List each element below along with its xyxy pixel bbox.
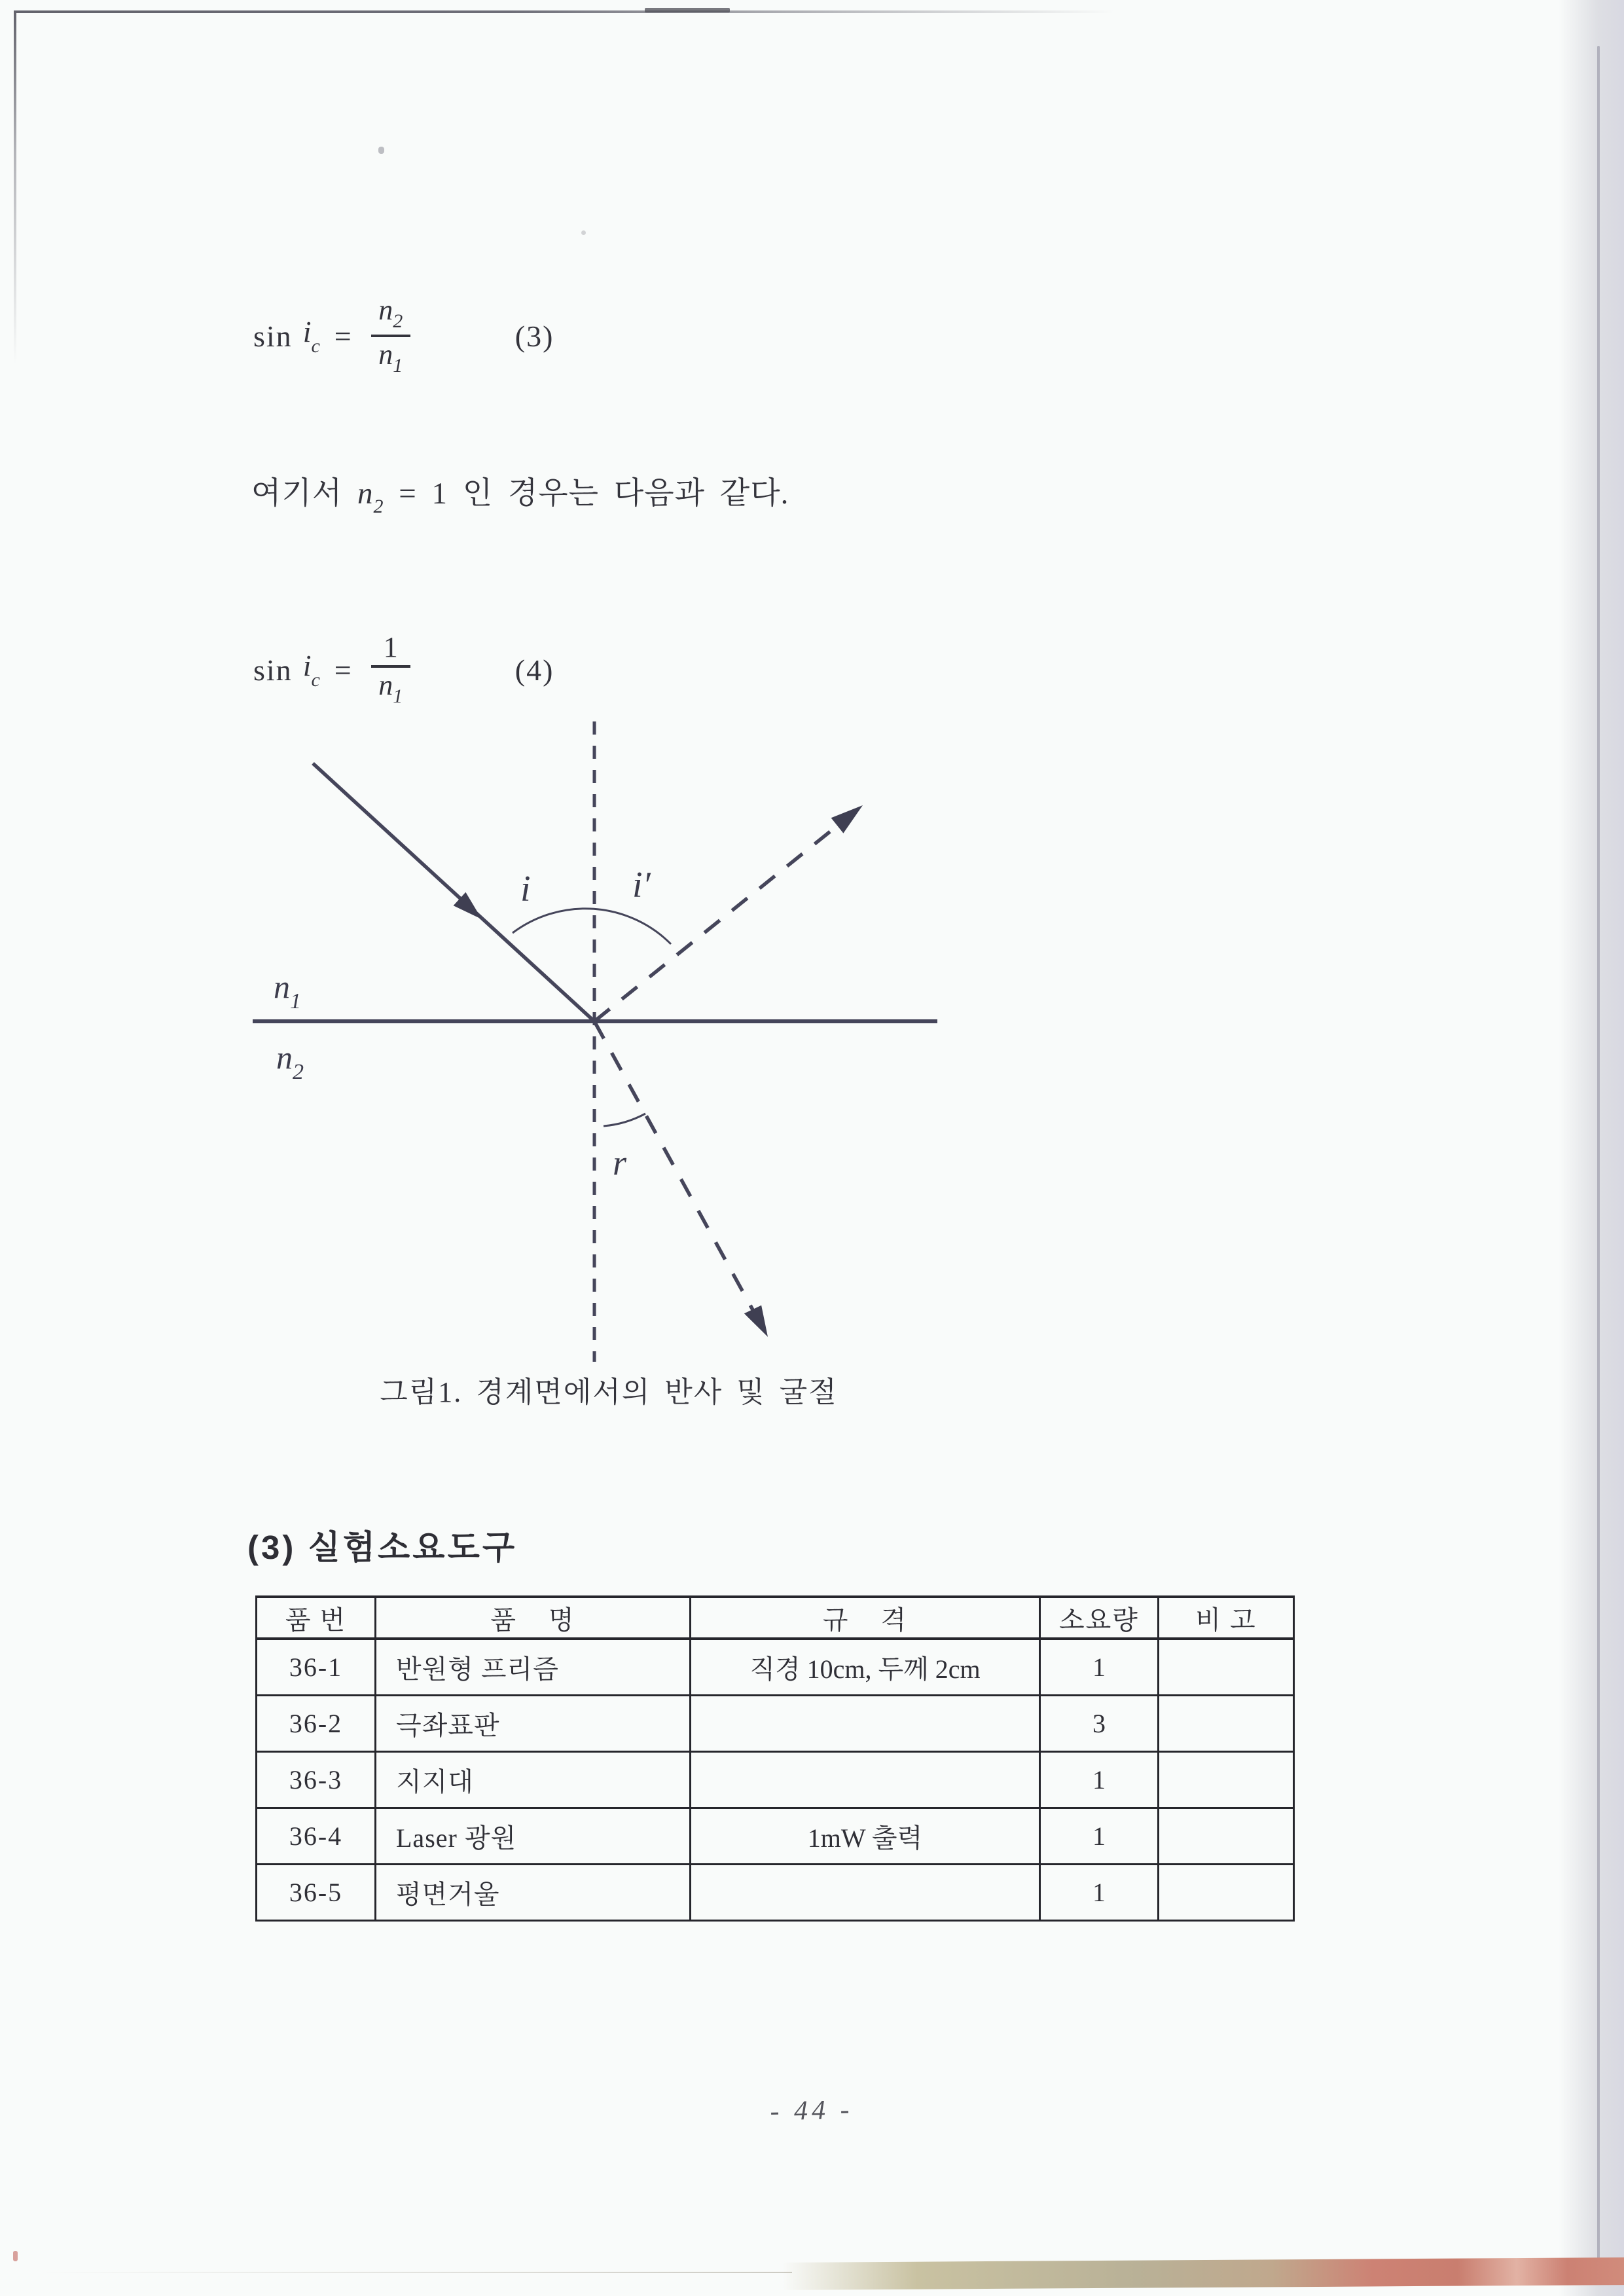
table-header-row xyxy=(257,1597,1294,1639)
fraction-denominator: $n_1$ xyxy=(378,669,403,707)
cell-qty: 1 xyxy=(1040,1808,1159,1865)
equals-sign: = xyxy=(334,319,352,353)
paragraph-variable: $n_2$ xyxy=(357,477,384,517)
scan-speck xyxy=(378,147,384,154)
reflected-ray xyxy=(594,805,863,1021)
cell-item-name: Laser 광원 xyxy=(376,1808,691,1865)
column-header-note: 비 고 xyxy=(1159,1597,1294,1639)
cell-item-name: 평면거울 xyxy=(376,1865,691,1921)
equation-variable-subscript: c xyxy=(311,335,320,357)
fraction-bar xyxy=(371,665,410,668)
refraction-angle-arc xyxy=(604,1114,645,1126)
column-header-spec: 규 격 xyxy=(691,1597,1040,1639)
refracted-angle-label: r xyxy=(613,1143,627,1182)
table-row xyxy=(257,1639,1294,1696)
incidence-reflection-angle-arc xyxy=(513,909,671,944)
cell-spec: 직경 10cm, 두께 2cm xyxy=(691,1639,1040,1696)
table-row xyxy=(257,1808,1294,1865)
incident-ray xyxy=(313,763,594,1021)
cell-qty: 1 xyxy=(1040,1865,1159,1921)
equation-variable: $i_c$ xyxy=(302,649,320,691)
cell-note xyxy=(1159,1696,1294,1752)
cell-item-no: 36-4 xyxy=(257,1808,376,1865)
cell-spec: 1mW 출력 xyxy=(691,1808,1040,1865)
equation-variable: $i_c$ xyxy=(302,315,320,357)
cell-item-name: 지지대 xyxy=(376,1752,691,1808)
page-number: - 44 - xyxy=(770,2094,854,2127)
equipment-table xyxy=(255,1595,1295,1922)
fraction-numerator: $n_2$ xyxy=(378,294,403,332)
equals-sign: = xyxy=(334,653,352,687)
reflected-ray-arrowhead xyxy=(831,805,863,833)
fraction-numerator: 1 xyxy=(383,631,398,663)
table-row xyxy=(257,1696,1294,1752)
book-cover-strip xyxy=(782,2257,1624,2290)
cell-note xyxy=(1159,1865,1294,1921)
cell-item-no: 36-2 xyxy=(257,1696,376,1752)
cell-item-no: 36-1 xyxy=(257,1639,376,1696)
cell-note xyxy=(1159,1639,1294,1696)
figure-diagram xyxy=(242,707,975,1368)
equation-function: sin xyxy=(253,653,293,687)
fraction xyxy=(371,296,410,376)
scan-left-edge-line xyxy=(14,10,16,364)
equation-3 xyxy=(253,287,554,385)
page-edge-line xyxy=(1597,46,1600,2259)
cell-spec xyxy=(691,1752,1040,1808)
scan-bottom-hairline xyxy=(39,2272,792,2273)
equation-4 xyxy=(253,621,554,719)
cell-item-no: 36-5 xyxy=(257,1865,376,1921)
body-paragraph: 여기서 $n_2 = 1$ 인 경우는 다음과 같다. xyxy=(251,477,789,517)
reflected-angle-label: i′ xyxy=(632,865,651,905)
column-header-item-no: 품 번 xyxy=(257,1597,376,1639)
cell-note xyxy=(1159,1808,1294,1865)
page-curl-shadow xyxy=(1559,0,1624,2296)
fraction-bar xyxy=(371,335,410,337)
column-header-qty: 소요량 xyxy=(1040,1597,1159,1639)
equation-variable-subscript: c xyxy=(311,669,320,691)
cell-item-name: 반원형 프리즘 xyxy=(376,1639,691,1696)
scan-top-edge-mark xyxy=(645,8,730,12)
scan-speck xyxy=(581,230,586,235)
cell-spec xyxy=(691,1865,1040,1921)
incident-angle-label: i xyxy=(520,869,531,909)
fraction xyxy=(371,633,410,706)
equation-number: (3) xyxy=(514,319,554,353)
lower-medium-label: $n_2$ xyxy=(276,1039,304,1084)
cell-qty: 1 xyxy=(1040,1639,1159,1696)
equation-number: (4) xyxy=(514,653,554,687)
refracted-ray-arrowhead xyxy=(744,1305,768,1337)
scan-speck xyxy=(13,2251,18,2261)
cell-item-name: 극좌표판 xyxy=(376,1696,691,1752)
scan-top-edge-line xyxy=(14,10,1114,13)
figure-caption: 그림1. 경계면에서의 반사 및 굴절 xyxy=(380,1376,838,1408)
column-header-item-name: 품 명 xyxy=(376,1597,691,1639)
section-heading: (3) 실험소요도구 xyxy=(247,1529,518,1566)
equation-function: sin xyxy=(253,319,293,353)
cell-spec xyxy=(691,1696,1040,1752)
cell-qty: 3 xyxy=(1040,1696,1159,1752)
upper-medium-label: $n_1$ xyxy=(274,968,301,1013)
table-row xyxy=(257,1865,1294,1921)
cell-qty: 1 xyxy=(1040,1752,1159,1808)
cell-item-no: 36-3 xyxy=(257,1752,376,1808)
fraction-denominator: $n_1$ xyxy=(378,338,403,376)
table-row xyxy=(257,1752,1294,1808)
cell-note xyxy=(1159,1752,1294,1808)
